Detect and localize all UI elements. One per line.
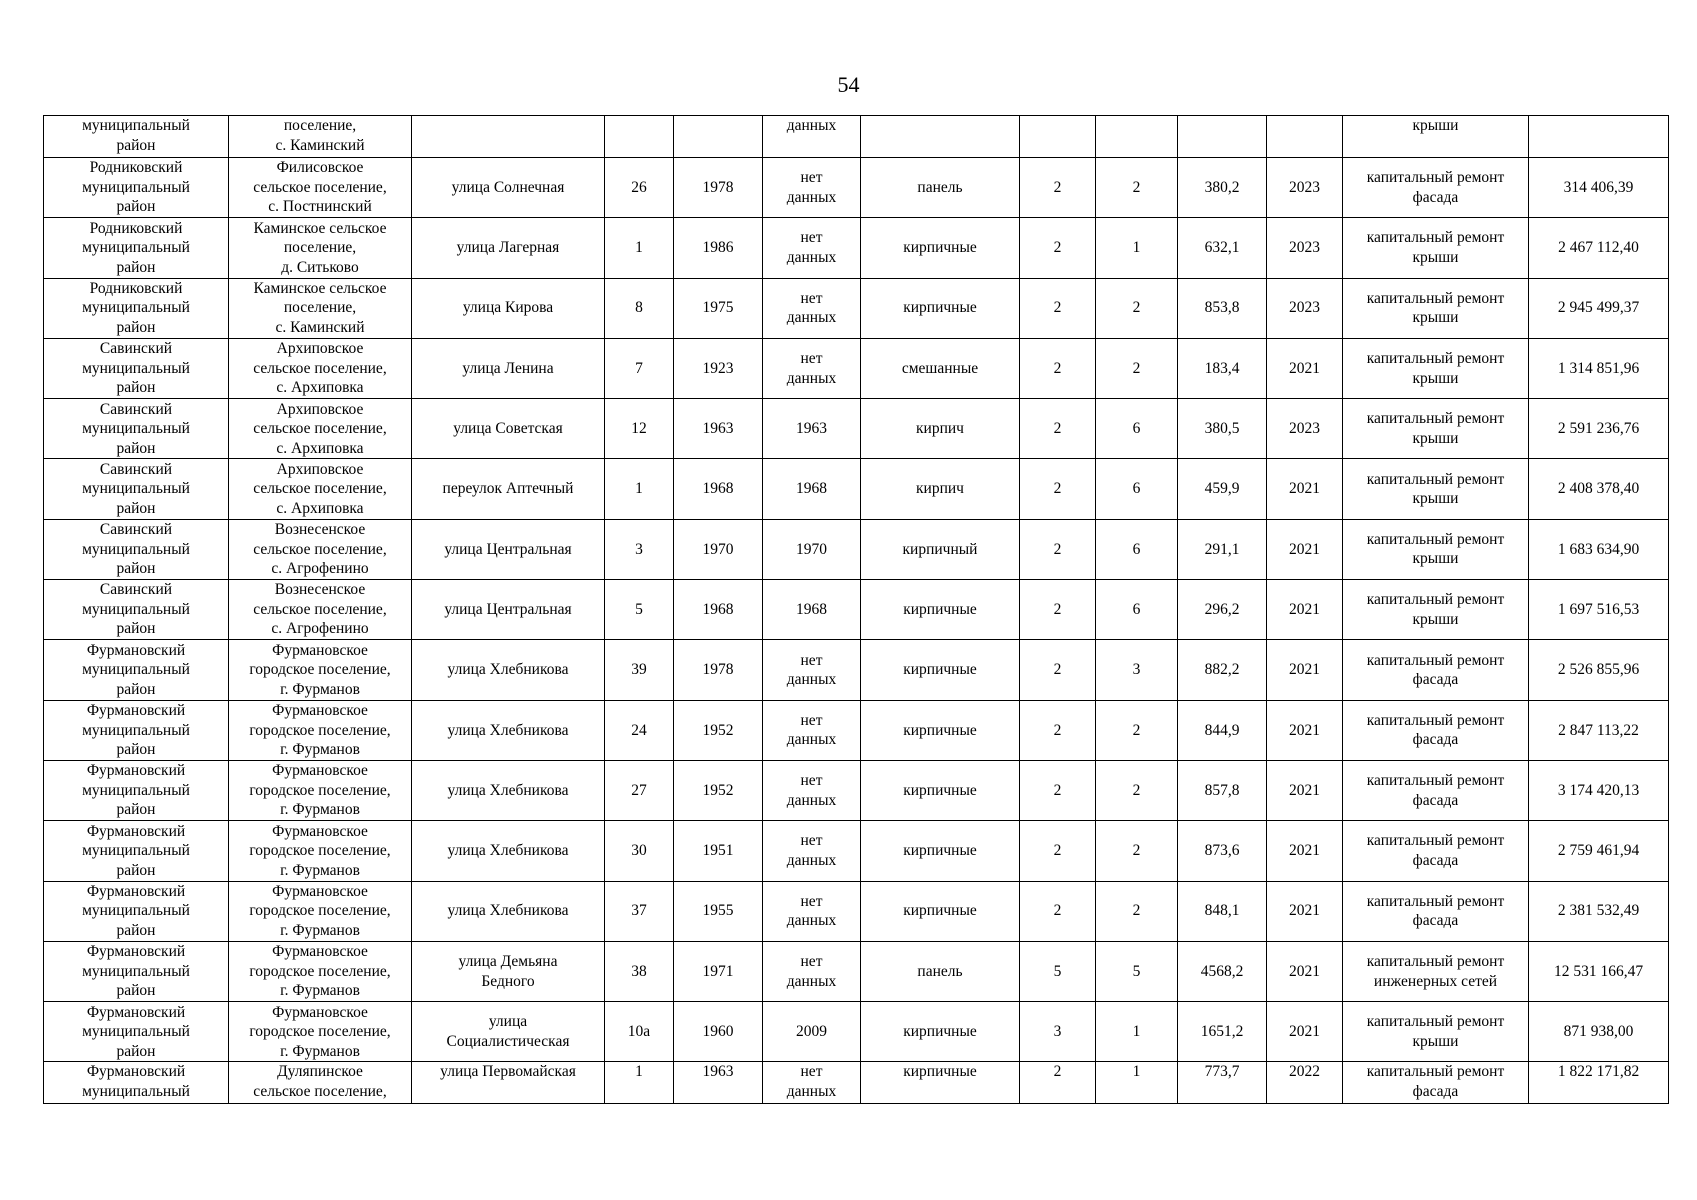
cell-house-number: 38: [605, 941, 674, 1001]
cell-street: улица Лагерная: [412, 218, 605, 278]
cell-settlement: Каминское сельское поселение, с. Каминский: [229, 278, 412, 338]
cell-house-number: 8: [605, 278, 674, 338]
cell-entrances: 6: [1096, 459, 1178, 519]
cell-district: Савинский муниципальный район: [44, 580, 229, 640]
cell-district: муниципальный район: [44, 116, 229, 158]
cell-repair-type: капитальный ремонт фасада: [1343, 881, 1529, 941]
cell-area: 459,9: [1178, 459, 1267, 519]
cell-repair-type: капитальный ремонт крыши: [1343, 278, 1529, 338]
table-row: [44, 116, 1669, 158]
cell-repair-year: 2021: [1267, 760, 1343, 820]
cell-year-renovated: 2009: [763, 1002, 861, 1062]
cell-year-built: 1975: [674, 278, 763, 338]
cell-repair-year: 2021: [1267, 941, 1343, 1001]
cell-year-renovated: 1963: [763, 399, 861, 459]
cell-settlement: Вознесенское сельское поселение, с. Агрофенино: [229, 519, 412, 579]
cell-house-number: 30: [605, 821, 674, 881]
cell-district: Савинский муниципальный район: [44, 399, 229, 459]
cell-house-number: 7: [605, 338, 674, 398]
cell-year-built: 1952: [674, 760, 763, 820]
cell-settlement: Фурмановское городское поселение, г. Фурманов: [229, 700, 412, 760]
cell-cost: 2 381 532,49: [1529, 881, 1669, 941]
cell-repair-type: капитальный ремонт крыши: [1343, 218, 1529, 278]
cell-entrances: 3: [1096, 640, 1178, 700]
cell-street: [412, 116, 605, 158]
cell-entrances: 5: [1096, 941, 1178, 1001]
cell-street: улица Советская: [412, 399, 605, 459]
cell-house-number: 1: [605, 218, 674, 278]
cell-area: 4568,2: [1178, 941, 1267, 1001]
cell-street: улица Ленина: [412, 338, 605, 398]
cell-repair-type: капитальный ремонт крыши: [1343, 519, 1529, 579]
cell-repair-year: 2023: [1267, 399, 1343, 459]
cell-settlement: Фурмановское городское поселение, г. Фурманов: [229, 881, 412, 941]
table-row: [44, 760, 1669, 820]
table-row: [44, 399, 1669, 459]
cell-street: улица Кирова: [412, 278, 605, 338]
cell-floors: 2: [1020, 821, 1096, 881]
cell-cost: 2 526 855,96: [1529, 640, 1669, 700]
cell-floors: [1020, 116, 1096, 158]
cell-wall-material: кирпичный: [861, 519, 1020, 579]
cell-entrances: 1: [1096, 218, 1178, 278]
cell-wall-material: кирпичные: [861, 1002, 1020, 1062]
cell-year-built: 1968: [674, 459, 763, 519]
cell-floors: 2: [1020, 519, 1096, 579]
cell-year-built: 1986: [674, 218, 763, 278]
cell-floors: 2: [1020, 640, 1096, 700]
cell-year-renovated: нет данных: [763, 218, 861, 278]
cell-entrances: 1: [1096, 1062, 1178, 1104]
cell-street: улица Хлебникова: [412, 821, 605, 881]
cell-settlement: Фурмановское городское поселение, г. Фурманов: [229, 640, 412, 700]
cell-year-renovated: нет данных: [763, 941, 861, 1001]
cell-area: 873,6: [1178, 821, 1267, 881]
cell-year-renovated: нет данных: [763, 1062, 861, 1104]
cell-cost: 871 938,00: [1529, 1002, 1669, 1062]
cell-floors: 2: [1020, 760, 1096, 820]
table-row: [44, 580, 1669, 640]
cell-repair-year: 2023: [1267, 158, 1343, 218]
cell-repair-type: капитальный ремонт инженерных сетей: [1343, 941, 1529, 1001]
table-row: [44, 218, 1669, 278]
page-number: 54: [837, 72, 860, 97]
cell-repair-year: 2021: [1267, 519, 1343, 579]
table-row: [44, 519, 1669, 579]
cell-floors: 2: [1020, 881, 1096, 941]
cell-repair-year: 2021: [1267, 640, 1343, 700]
cell-area: 848,1: [1178, 881, 1267, 941]
cell-year-built: 1978: [674, 640, 763, 700]
cell-year-built: 1923: [674, 338, 763, 398]
table-row: [44, 941, 1669, 1001]
table-row: [44, 821, 1669, 881]
cell-settlement: Вознесенское сельское поселение, с. Агрофенино: [229, 580, 412, 640]
cell-cost: 2 408 378,40: [1529, 459, 1669, 519]
cell-street: улица Хлебникова: [412, 700, 605, 760]
cell-settlement: Архиповское сельское поселение, с. Архиповка: [229, 338, 412, 398]
cell-district: Фурмановский муниципальный район: [44, 941, 229, 1001]
cell-floors: 2: [1020, 218, 1096, 278]
cell-street: улица Центральная: [412, 519, 605, 579]
cell-repair-type: капитальный ремонт фасада: [1343, 700, 1529, 760]
cell-year-renovated: данных: [763, 116, 861, 158]
cell-district: Фурмановский муниципальный район: [44, 881, 229, 941]
cell-floors: 2: [1020, 580, 1096, 640]
cell-entrances: 2: [1096, 760, 1178, 820]
cell-repair-type: крыши: [1343, 116, 1529, 158]
cell-settlement: Архиповское сельское поселение, с. Архиповка: [229, 399, 412, 459]
cell-repair-year: 2021: [1267, 338, 1343, 398]
cell-district: Фурмановский муниципальный район: [44, 640, 229, 700]
cell-area: 296,2: [1178, 580, 1267, 640]
cell-year-renovated: нет данных: [763, 760, 861, 820]
table-row: [44, 338, 1669, 398]
cell-repair-type: капитальный ремонт крыши: [1343, 459, 1529, 519]
cell-wall-material: кирпичные: [861, 640, 1020, 700]
cell-floors: 3: [1020, 1002, 1096, 1062]
table-row: [44, 700, 1669, 760]
cell-wall-material: кирпичные: [861, 881, 1020, 941]
cell-house-number: 27: [605, 760, 674, 820]
cell-district: Родниковский муниципальный район: [44, 278, 229, 338]
cell-entrances: 2: [1096, 338, 1178, 398]
cell-cost: 2 591 236,76: [1529, 399, 1669, 459]
housing-repair-table: [43, 115, 1669, 1104]
cell-cost: 2 759 461,94: [1529, 821, 1669, 881]
cell-year-renovated: нет данных: [763, 700, 861, 760]
cell-settlement: Фурмановское городское поселение, г. Фурманов: [229, 760, 412, 820]
cell-entrances: 6: [1096, 399, 1178, 459]
cell-year-renovated: нет данных: [763, 821, 861, 881]
cell-year-built: 1960: [674, 1002, 763, 1062]
cell-year-built: 1951: [674, 821, 763, 881]
cell-repair-type: капитальный ремонт фасада: [1343, 158, 1529, 218]
cell-wall-material: кирпичные: [861, 760, 1020, 820]
table-row: [44, 278, 1669, 338]
cell-year-built: [674, 116, 763, 158]
cell-entrances: 2: [1096, 158, 1178, 218]
cell-district: Савинский муниципальный район: [44, 338, 229, 398]
cell-entrances: 6: [1096, 519, 1178, 579]
cell-wall-material: кирпичные: [861, 1062, 1020, 1104]
cell-area: [1178, 116, 1267, 158]
cell-settlement: Каминское сельское поселение, д. Ситьково: [229, 218, 412, 278]
cell-street: улица Первомайская: [412, 1062, 605, 1104]
cell-street: улица Социалистическая: [412, 1002, 605, 1062]
cell-house-number: 3: [605, 519, 674, 579]
cell-wall-material: смешанные: [861, 338, 1020, 398]
cell-cost: 1 314 851,96: [1529, 338, 1669, 398]
cell-cost: 1 697 516,53: [1529, 580, 1669, 640]
table-row: [44, 640, 1669, 700]
cell-cost: 2 847 113,22: [1529, 700, 1669, 760]
cell-wall-material: кирпич: [861, 459, 1020, 519]
cell-district: Родниковский муниципальный район: [44, 158, 229, 218]
cell-district: Савинский муниципальный район: [44, 459, 229, 519]
cell-floors: 2: [1020, 1062, 1096, 1104]
cell-area: 853,8: [1178, 278, 1267, 338]
cell-district: Фурмановский муниципальный район: [44, 760, 229, 820]
cell-settlement: Фурмановское городское поселение, г. Фурманов: [229, 941, 412, 1001]
cell-house-number: 10а: [605, 1002, 674, 1062]
cell-district: Фурмановский муниципальный район: [44, 821, 229, 881]
cell-year-built: 1955: [674, 881, 763, 941]
cell-area: 882,2: [1178, 640, 1267, 700]
cell-house-number: 26: [605, 158, 674, 218]
cell-floors: 5: [1020, 941, 1096, 1001]
cell-district: Савинский муниципальный район: [44, 519, 229, 579]
cell-floors: 2: [1020, 459, 1096, 519]
cell-floors: 2: [1020, 399, 1096, 459]
cell-wall-material: панель: [861, 158, 1020, 218]
cell-cost: 2 467 112,40: [1529, 218, 1669, 278]
cell-street: улица Центральная: [412, 580, 605, 640]
cell-year-renovated: нет данных: [763, 881, 861, 941]
cell-settlement: поселение, с. Каминский: [229, 116, 412, 158]
cell-repair-year: 2023: [1267, 218, 1343, 278]
cell-repair-year: [1267, 116, 1343, 158]
cell-repair-year: 2021: [1267, 700, 1343, 760]
cell-wall-material: кирпичные: [861, 580, 1020, 640]
cell-year-built: 1971: [674, 941, 763, 1001]
cell-house-number: 12: [605, 399, 674, 459]
cell-floors: 2: [1020, 158, 1096, 218]
cell-district: Фурмановский муниципальный: [44, 1062, 229, 1104]
cell-house-number: 1: [605, 459, 674, 519]
cell-area: 773,7: [1178, 1062, 1267, 1104]
cell-repair-year: 2021: [1267, 459, 1343, 519]
table-row: [44, 158, 1669, 218]
cell-year-renovated: нет данных: [763, 158, 861, 218]
cell-year-built: 1963: [674, 1062, 763, 1104]
cell-repair-type: капитальный ремонт крыши: [1343, 338, 1529, 398]
cell-district: Фурмановский муниципальный район: [44, 1002, 229, 1062]
cell-cost: 1 822 171,82: [1529, 1062, 1669, 1104]
cell-district: Фурмановский муниципальный район: [44, 700, 229, 760]
cell-house-number: 1: [605, 1062, 674, 1104]
cell-wall-material: кирпичные: [861, 218, 1020, 278]
cell-street: улица Хлебникова: [412, 640, 605, 700]
cell-repair-type: капитальный ремонт фасада: [1343, 821, 1529, 881]
cell-street: переулок Аптечный: [412, 459, 605, 519]
cell-area: 844,9: [1178, 700, 1267, 760]
cell-house-number: [605, 116, 674, 158]
cell-year-built: 1952: [674, 700, 763, 760]
cell-repair-year: 2021: [1267, 580, 1343, 640]
cell-year-renovated: 1970: [763, 519, 861, 579]
cell-area: 380,2: [1178, 158, 1267, 218]
cell-wall-material: кирпич: [861, 399, 1020, 459]
cell-area: 632,1: [1178, 218, 1267, 278]
cell-repair-type: капитальный ремонт фасада: [1343, 1062, 1529, 1104]
cell-area: 380,5: [1178, 399, 1267, 459]
cell-year-renovated: 1968: [763, 459, 861, 519]
cell-settlement: Филисовское сельское поселение, с. Постнинский: [229, 158, 412, 218]
table-row: [44, 1002, 1669, 1062]
cell-house-number: 39: [605, 640, 674, 700]
cell-year-built: 1968: [674, 580, 763, 640]
cell-repair-type: капитальный ремонт крыши: [1343, 1002, 1529, 1062]
cell-cost: 314 406,39: [1529, 158, 1669, 218]
cell-entrances: 2: [1096, 700, 1178, 760]
table-row: [44, 881, 1669, 941]
cell-repair-year: 2022: [1267, 1062, 1343, 1104]
table-row: [44, 1062, 1669, 1104]
cell-wall-material: панель: [861, 941, 1020, 1001]
cell-floors: 2: [1020, 700, 1096, 760]
cell-settlement: Фурмановское городское поселение, г. Фурманов: [229, 821, 412, 881]
cell-entrances: [1096, 116, 1178, 158]
cell-year-renovated: нет данных: [763, 278, 861, 338]
cell-entrances: 6: [1096, 580, 1178, 640]
cell-entrances: 1: [1096, 1002, 1178, 1062]
cell-repair-type: капитальный ремонт фасада: [1343, 640, 1529, 700]
cell-cost: 1 683 634,90: [1529, 519, 1669, 579]
cell-repair-year: 2021: [1267, 821, 1343, 881]
cell-repair-type: капитальный ремонт крыши: [1343, 580, 1529, 640]
cell-repair-type: капитальный ремонт фасада: [1343, 760, 1529, 820]
cell-wall-material: [861, 116, 1020, 158]
cell-entrances: 2: [1096, 821, 1178, 881]
cell-repair-type: капитальный ремонт крыши: [1343, 399, 1529, 459]
cell-district: Родниковский муниципальный район: [44, 218, 229, 278]
cell-street: улица Хлебникова: [412, 881, 605, 941]
cell-floors: 2: [1020, 278, 1096, 338]
cell-floors: 2: [1020, 338, 1096, 398]
cell-year-renovated: нет данных: [763, 640, 861, 700]
cell-repair-year: 2021: [1267, 881, 1343, 941]
cell-cost: 2 945 499,37: [1529, 278, 1669, 338]
cell-area: 857,8: [1178, 760, 1267, 820]
table-row: [44, 459, 1669, 519]
cell-year-renovated: нет данных: [763, 338, 861, 398]
cell-settlement: Фурмановское городское поселение, г. Фурманов: [229, 1002, 412, 1062]
cell-wall-material: кирпичные: [861, 700, 1020, 760]
cell-settlement: Дуляпинское сельское поселение,: [229, 1062, 412, 1104]
cell-house-number: 5: [605, 580, 674, 640]
cell-settlement: Архиповское сельское поселение, с. Архиповка: [229, 459, 412, 519]
cell-repair-year: 2021: [1267, 1002, 1343, 1062]
cell-wall-material: кирпичные: [861, 821, 1020, 881]
cell-year-built: 1970: [674, 519, 763, 579]
cell-entrances: 2: [1096, 278, 1178, 338]
cell-cost: 12 531 166,47: [1529, 941, 1669, 1001]
cell-house-number: 24: [605, 700, 674, 760]
cell-cost: 3 174 420,13: [1529, 760, 1669, 820]
cell-street: улица Хлебникова: [412, 760, 605, 820]
cell-cost: [1529, 116, 1669, 158]
cell-year-built: 1978: [674, 158, 763, 218]
cell-area: 291,1: [1178, 519, 1267, 579]
cell-repair-year: 2023: [1267, 278, 1343, 338]
cell-year-renovated: 1968: [763, 580, 861, 640]
cell-street: улица Демьяна Бедного: [412, 941, 605, 1001]
cell-wall-material: кирпичные: [861, 278, 1020, 338]
cell-year-built: 1963: [674, 399, 763, 459]
cell-area: 183,4: [1178, 338, 1267, 398]
cell-house-number: 37: [605, 881, 674, 941]
cell-area: 1651,2: [1178, 1002, 1267, 1062]
cell-entrances: 2: [1096, 881, 1178, 941]
cell-street: улица Солнечная: [412, 158, 605, 218]
